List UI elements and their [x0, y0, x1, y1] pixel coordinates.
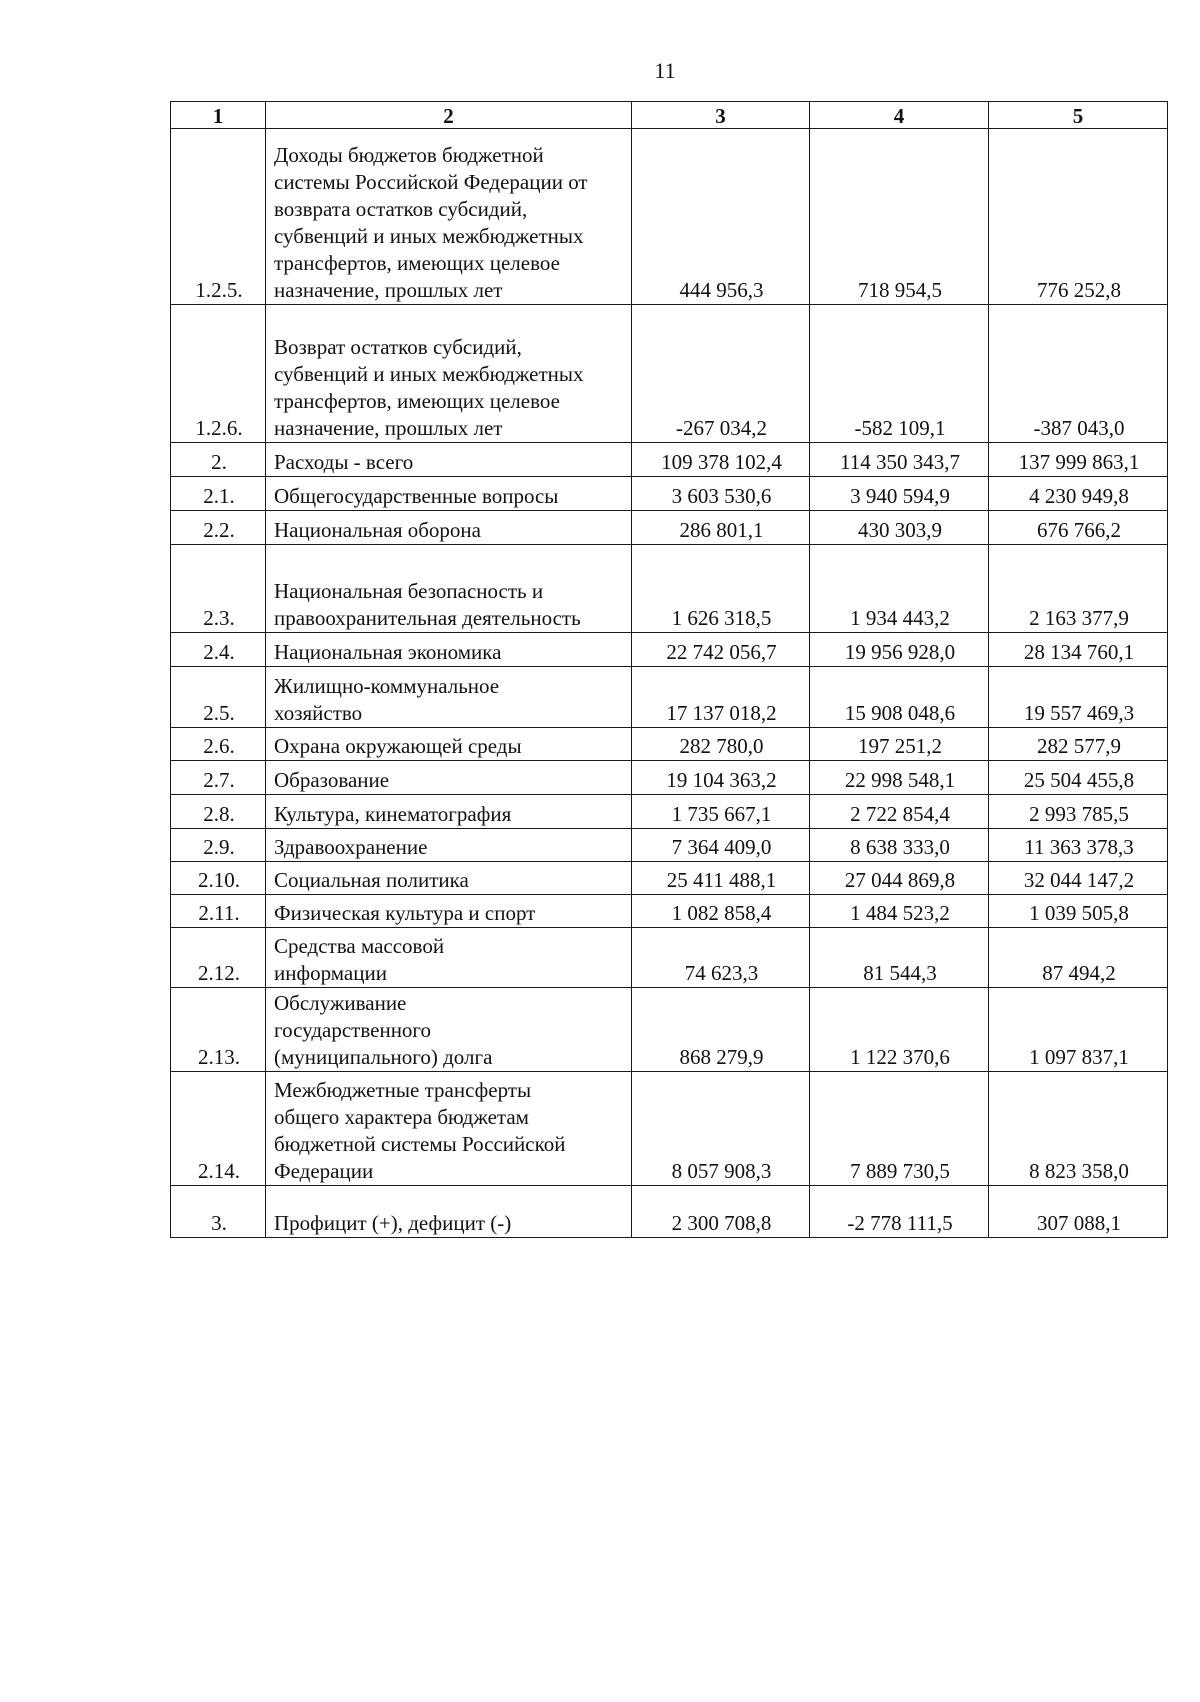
table-row [171, 862, 1168, 895]
row-code: 2.3. [171, 545, 266, 633]
header-col-5: 5 [989, 102, 1168, 129]
row-value-col-5: 25 504 455,8 [989, 761, 1168, 795]
table-header-row [171, 102, 1168, 129]
row-value-col-4: 15 908 048,6 [810, 667, 989, 728]
row-code: 2.7. [171, 761, 266, 795]
row-value-col-5: 11 363 378,3 [989, 829, 1168, 862]
table-row [171, 545, 1168, 633]
row-code: 2.6. [171, 728, 266, 761]
row-value-col-3: 3 603 530,6 [632, 477, 810, 511]
row-value-col-4: -582 109,1 [810, 305, 989, 443]
row-value-col-4: 1 122 370,6 [810, 988, 989, 1072]
table-row [171, 511, 1168, 545]
header-col-3: 3 [632, 102, 810, 129]
row-value-col-4: 19 956 928,0 [810, 633, 989, 667]
row-value-col-3: 1 082 858,4 [632, 895, 810, 928]
row-value-col-4: 8 638 333,0 [810, 829, 989, 862]
row-value-col-3: 286 801,1 [632, 511, 810, 545]
row-value-col-5: 137 999 863,1 [989, 443, 1168, 477]
row-name [266, 305, 632, 443]
row-code: 2.1. [171, 477, 266, 511]
row-code: 1.2.5. [171, 129, 266, 305]
row-value-col-3: 1 626 318,5 [632, 545, 810, 633]
row-code: 2.12. [171, 928, 266, 988]
header-col-2: 2 [266, 102, 632, 129]
row-value-col-3: 109 378 102,4 [632, 443, 810, 477]
row-name-text: Обслуживание государственного (муниципального) долга [274, 991, 493, 1069]
row-value-col-3: 1 735 667,1 [632, 795, 810, 829]
table-row [171, 928, 1168, 988]
row-value-col-5: 28 134 760,1 [989, 633, 1168, 667]
row-value-col-3: -267 034,2 [632, 305, 810, 443]
row-name [266, 1072, 632, 1186]
row-value-col-3: 19 104 363,2 [632, 761, 810, 795]
row-name: Охрана окружающей среды [266, 728, 632, 761]
row-value-col-4: 430 303,9 [810, 511, 989, 545]
row-code: 2.9. [171, 829, 266, 862]
row-name-text: Межбюджетные трансферты общего характера бюджетам бюджетной системы Российской Федерации [274, 1078, 566, 1183]
row-name-text: Возврат остатков субсидий, субвенций и иных межбюджетных трансфертов, имеющих целевое назначение, прошлых лет [274, 335, 584, 440]
row-name [266, 129, 632, 305]
row-name [266, 545, 632, 633]
table-row [171, 895, 1168, 928]
row-value-col-4: 3 940 594,9 [810, 477, 989, 511]
row-code: 3. [171, 1186, 266, 1238]
row-value-col-4: 197 251,2 [810, 728, 989, 761]
row-name-text: Средства массовой информации [274, 934, 445, 985]
row-name: Общегосударственные вопросы [266, 477, 632, 511]
row-code: 2.14. [171, 1072, 266, 1186]
row-code: 1.2.6. [171, 305, 266, 443]
row-value-col-3: 8 057 908,3 [632, 1072, 810, 1186]
row-value-col-5: 776 252,8 [989, 129, 1168, 305]
row-name: Здравоохранение [266, 829, 632, 862]
row-value-col-5: 87 494,2 [989, 928, 1168, 988]
table-row [171, 633, 1168, 667]
table-row [171, 129, 1168, 305]
table-row [171, 477, 1168, 511]
row-name: Профицит (+), дефицит (-) [266, 1186, 632, 1238]
header-col-1: 1 [171, 102, 266, 129]
row-value-col-5: 307 088,1 [989, 1186, 1168, 1238]
table-row [171, 1072, 1168, 1186]
row-value-col-5: 19 557 469,3 [989, 667, 1168, 728]
row-value-col-3: 282 780,0 [632, 728, 810, 761]
row-name [266, 667, 632, 728]
row-code: 2.8. [171, 795, 266, 829]
row-value-col-3: 17 137 018,2 [632, 667, 810, 728]
row-value-col-3: 22 742 056,7 [632, 633, 810, 667]
row-value-col-3: 7 364 409,0 [632, 829, 810, 862]
row-name: Образование [266, 761, 632, 795]
row-code: 2.11. [171, 895, 266, 928]
row-value-col-5: -387 043,0 [989, 305, 1168, 443]
row-value-col-4: 7 889 730,5 [810, 1072, 989, 1186]
header-col-4: 4 [810, 102, 989, 129]
row-value-col-5: 32 044 147,2 [989, 862, 1168, 895]
row-name: Физическая культура и спорт [266, 895, 632, 928]
row-code: 2.5. [171, 667, 266, 728]
row-value-col-5: 1 097 837,1 [989, 988, 1168, 1072]
row-value-col-3: 74 623,3 [632, 928, 810, 988]
row-name: Социальная политика [266, 862, 632, 895]
row-code: 2.10. [171, 862, 266, 895]
row-value-col-3: 25 411 488,1 [632, 862, 810, 895]
table-row [171, 988, 1168, 1072]
row-name: Национальная оборона [266, 511, 632, 545]
table-row [171, 795, 1168, 829]
row-code: 2.2. [171, 511, 266, 545]
row-value-col-5: 8 823 358,0 [989, 1072, 1168, 1186]
table-row [171, 1186, 1168, 1238]
row-code: 2.4. [171, 633, 266, 667]
row-value-col-3: 444 956,3 [632, 129, 810, 305]
budget-table [170, 101, 1168, 1238]
row-value-col-4: 1 934 443,2 [810, 545, 989, 633]
row-name [266, 988, 632, 1072]
page-number: 11 [654, 58, 676, 83]
row-value-col-5: 2 163 377,9 [989, 545, 1168, 633]
row-value-col-5: 1 039 505,8 [989, 895, 1168, 928]
row-name-text: Доходы бюджетов бюджетной системы Российской Федерации от возврата остатков субсидий, субвенций и иных межбюджетных трансфертов, имеющих целевое назначение, прошлых лет [274, 143, 588, 302]
row-value-col-4: 718 954,5 [810, 129, 989, 305]
row-value-col-3: 868 279,9 [632, 988, 810, 1072]
row-value-col-4: 2 722 854,4 [810, 795, 989, 829]
table-row [171, 728, 1168, 761]
row-name-text: Национальная безопасность и правоохранительная деятельность [274, 579, 581, 630]
table-row [171, 305, 1168, 443]
row-value-col-5: 4 230 949,8 [989, 477, 1168, 511]
table-row [171, 829, 1168, 862]
row-value-col-3: 2 300 708,8 [632, 1186, 810, 1238]
row-value-col-4: 1 484 523,2 [810, 895, 989, 928]
row-value-col-4: 114 350 343,7 [810, 443, 989, 477]
row-value-col-4: 22 998 548,1 [810, 761, 989, 795]
table-row [171, 443, 1168, 477]
row-value-col-4: -2 778 111,5 [810, 1186, 989, 1238]
row-code: 2.13. [171, 988, 266, 1072]
row-code: 2. [171, 443, 266, 477]
row-name-text: Жилищно-коммунальное хозяйство [274, 674, 500, 725]
row-name: Расходы - всего [266, 443, 632, 477]
row-name: Культура, кинематография [266, 795, 632, 829]
row-value-col-5: 282 577,9 [989, 728, 1168, 761]
row-value-col-4: 81 544,3 [810, 928, 989, 988]
table-row [171, 761, 1168, 795]
table-row [171, 667, 1168, 728]
row-value-col-5: 676 766,2 [989, 511, 1168, 545]
row-name [266, 928, 632, 988]
row-value-col-5: 2 993 785,5 [989, 795, 1168, 829]
row-name: Национальная экономика [266, 633, 632, 667]
row-value-col-4: 27 044 869,8 [810, 862, 989, 895]
